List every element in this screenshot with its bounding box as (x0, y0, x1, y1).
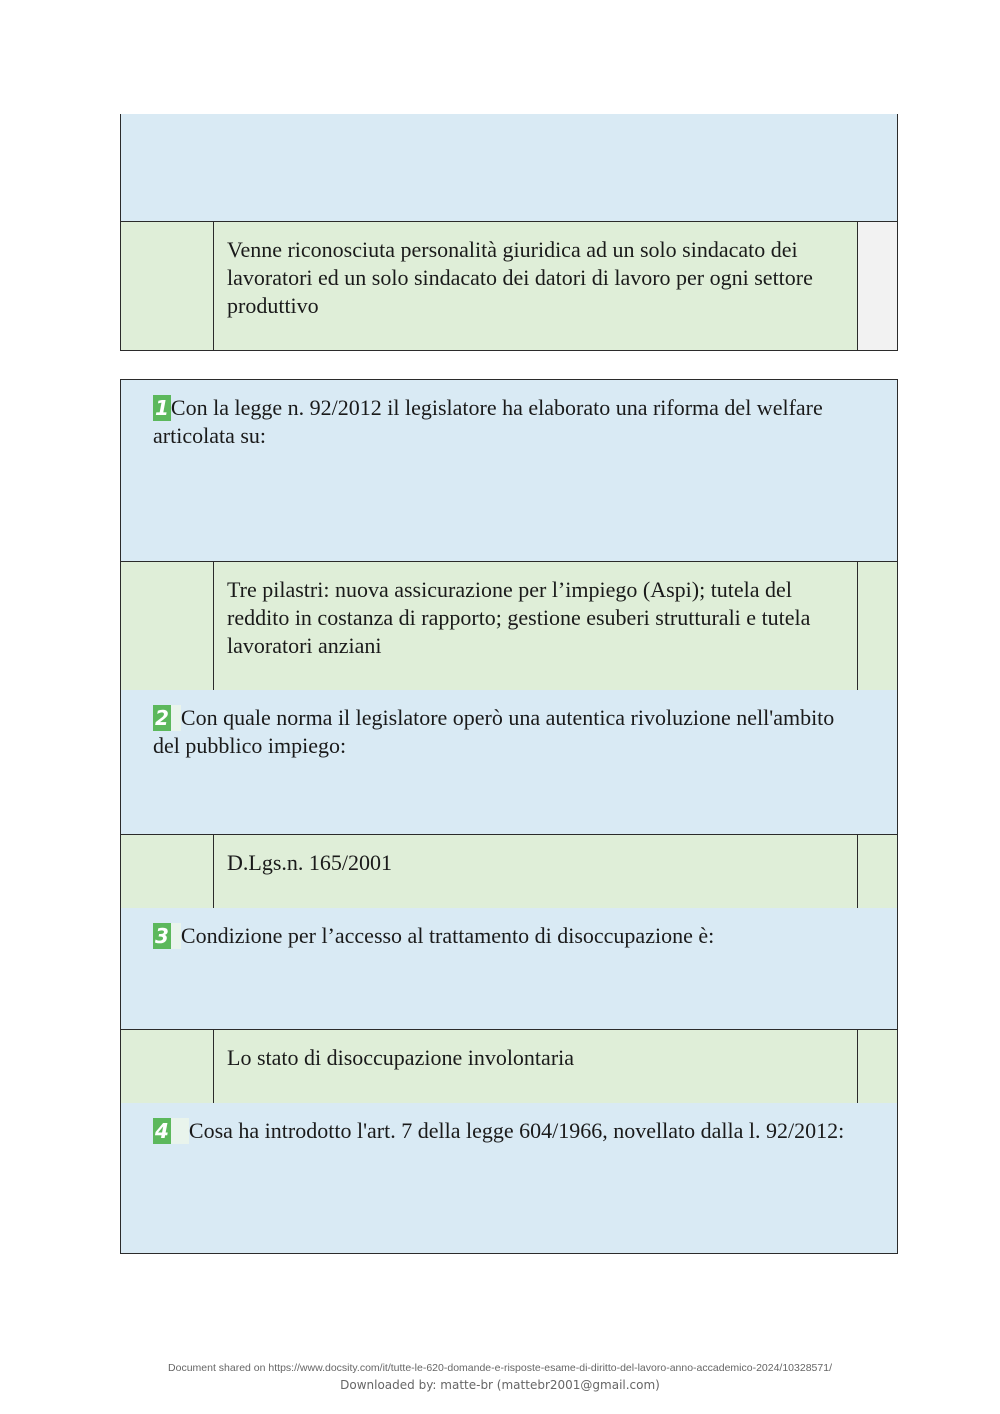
answer-row (121, 561, 897, 690)
answer-text: Venne riconosciuta personalità giuridica ad un solo sindacato dei lavoratori ed un solo sindacato dei datori di lavoro per ogni settore produttivo (227, 237, 813, 318)
footer-download-notice: Downloaded by: matte-br (mattebr2001@gmail.com) (340, 1378, 660, 1392)
answer-left-cell (121, 835, 214, 908)
answer-left-cell (121, 1030, 214, 1103)
badge-padding (171, 705, 181, 731)
answer-right-cell (857, 835, 897, 908)
questions-table (120, 379, 898, 1254)
question-text (153, 1117, 857, 1145)
question-row (121, 380, 897, 561)
question-label: Con quale norma il legislatore operò una autentica rivoluzione nell'ambito del pubblico impiego: (153, 705, 835, 758)
question-label: Cosa ha introdotto l'art. 7 della legge 604/1966, novellato dalla l. 92/2012: (188, 1118, 845, 1143)
footer-shared-notice: Document shared on https://www.docsity.com/it/tutte-le-620-domande-e-risposte-esame-di-diritto-del-lavoro-anno-accademico-2024/10328571/ (168, 1362, 832, 1374)
answer-right-cell (857, 1030, 897, 1103)
answer-left-cell (121, 222, 214, 350)
question-row-empty (121, 114, 897, 221)
answer-row (121, 221, 897, 350)
question-row (121, 690, 897, 834)
answer-text: D.Lgs.n. 165/2001 (227, 850, 392, 875)
answer-left-cell (121, 562, 214, 690)
question-text (153, 704, 857, 760)
answer-row (121, 834, 897, 908)
question-number-badge: 3 (155, 924, 169, 948)
answer-text: Lo stato di disoccupazione involontaria (227, 1045, 575, 1070)
badge-padding (171, 1118, 189, 1144)
answer-text: Tre pilastri: nuova assicurazione per l’impiego (Aspi); tutela del reddito in costanza di rapporto; gestione esuberi strutturali e tutela lavoratori anziani (227, 577, 811, 658)
question-row (121, 1103, 897, 1253)
previous-question-table (120, 114, 898, 351)
question-number-badge: 1 (155, 396, 169, 420)
answer-right-cell (857, 222, 897, 350)
question-number-badge: 4 (155, 1119, 169, 1143)
answer-right-cell (857, 562, 897, 690)
question-label: Con la legge n. 92/2012 il legislatore ha elaborato una riforma del welfare articolata su: (153, 395, 823, 448)
question-number-badge: 2 (155, 706, 169, 730)
question-label: Condizione per l’accesso al trattamento di disoccupazione è: (180, 923, 715, 948)
question-text (153, 394, 857, 450)
answer-row (121, 1029, 897, 1103)
badge-padding (171, 923, 181, 949)
question-row (121, 908, 897, 1029)
question-text (153, 922, 857, 950)
